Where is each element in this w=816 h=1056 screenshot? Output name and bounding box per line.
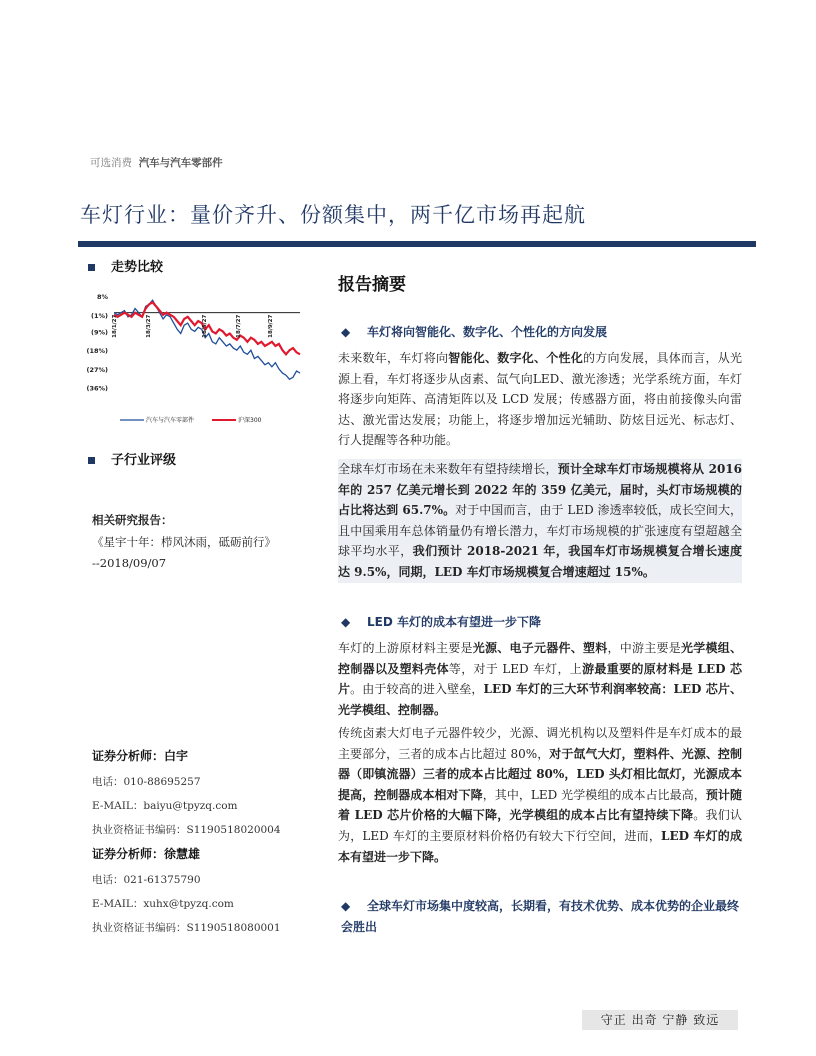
- text-span: ，其中，LED 光学模组的成本占比最高，: [482, 787, 706, 802]
- text-span: 全球车灯市场在未来数年有望持续增长，: [338, 462, 558, 476]
- series-line: [114, 300, 300, 379]
- analyst-phone: 电话：010-88695257: [92, 776, 201, 788]
- highlight-text: 车灯将向智能化、数字化、个性化的方向发展: [367, 325, 608, 339]
- legend-label: 沪深300: [238, 417, 262, 424]
- analyst-cert: 执业资格证书编码：S1190518020004: [92, 824, 281, 836]
- y-tick-label: (18%): [86, 347, 108, 356]
- bold-span: 我们预计 2018-2021 年，我国车灯市场规模复合增长速度达 9.5%，同期，LED 车灯市场规模复合增速超过 15%。: [338, 544, 742, 579]
- bold-span: 光学模组、控制器以及塑料壳体: [338, 641, 742, 676]
- trend-section-heading: [88, 256, 163, 275]
- analyst-2: [92, 845, 312, 935]
- highlight-text: LED 车灯的成本有望进一步下降: [367, 615, 541, 629]
- legend-label: 汽车与汽车零部件: [146, 417, 195, 424]
- analyst-phone: 电话：021-61375790: [92, 874, 201, 886]
- bold-span: LED 车灯的三大环节利润率较高：LED 芯片、光学模组、控制器。: [338, 682, 742, 717]
- y-tick-label: (36%): [86, 384, 108, 393]
- bold-span: 预计随着 LED 芯片价格的大幅下降，光学模组的成本占比有望持续下降: [338, 787, 742, 823]
- rating-section-heading: [88, 449, 176, 468]
- analyst-email[interactable]: E-MAIL：xuhx@tpyzq.com: [92, 898, 234, 910]
- text-span: 对于中国而言，由于 LED 渗透率较低，成长空间大，且中国乘用车总体销量仍有增长潜力，车灯市场规模的扩张速度有望超越全球平均水平，: [338, 503, 743, 559]
- highlight-text: 全球车灯市场集中度较高，长期看，有技术优势、成本优势的企业最终会胜出: [341, 899, 740, 934]
- y-tick-label: (9%): [91, 328, 108, 337]
- x-tick-label: 18/5/27: [202, 314, 208, 338]
- text-span: 等，对于 LED 车灯，上: [448, 661, 583, 676]
- x-tick-label: 18/9/27: [268, 314, 274, 338]
- analyst-name: 证券分析师：徐慧雄: [92, 847, 201, 861]
- bold-span: 游最重要的原材料是 LED 芯片: [338, 661, 742, 697]
- analyst-name: 证券分析师：白宇: [92, 749, 189, 763]
- report-category: [90, 155, 223, 170]
- bold-span: LED 车灯的成本有望进一步下降。: [338, 828, 742, 864]
- diamond-icon: ◆: [341, 325, 351, 339]
- bold-span: 智能化、数字化、个性化: [448, 351, 583, 365]
- related-report-date: --2018/09/07: [92, 556, 167, 570]
- y-tick-label: (1%): [91, 311, 108, 320]
- highlight-3: [341, 896, 746, 938]
- square-bullet-icon: [88, 264, 95, 271]
- paragraph-1: [338, 348, 742, 451]
- x-tick-label: 18/1/27: [112, 314, 118, 338]
- square-bullet-icon: [88, 457, 95, 464]
- text-span: 车灯的上游原材料主要是: [338, 641, 473, 655]
- text-span: 。我们认为，LED 车灯的主要原材料价格仍有较大下行空间，进而，: [338, 808, 742, 843]
- trend-chart: [86, 288, 308, 428]
- paragraph-3: [338, 638, 742, 720]
- bold-span: 对于氙气大灯，塑料件、光源、控制器（即镇流器）三者的成本占比超过 80%，LED 头灯相比氙灯，光源成本提高，控制器成本相对下降: [338, 746, 742, 802]
- summary-heading: 报告摘要: [338, 275, 406, 295]
- y-tick-label: (27%): [86, 365, 108, 374]
- related-reports: [92, 512, 276, 570]
- text-span: 。由于较高的进入壁垒，: [350, 682, 484, 697]
- x-tick-label: 18/3/27: [146, 314, 152, 338]
- category-label: 可选消费: [90, 157, 132, 169]
- analyst-cert: 执业资格证书编码：S1190518080001: [92, 922, 281, 934]
- x-tick-label: 18/7/27: [236, 314, 242, 338]
- text-span: 传统卤素大灯电子元器件较少，光源、调光机构以及塑料件是车灯成本的最主要部分，三者的成本占比超过 80%，: [338, 726, 742, 761]
- text-span: 未来数年，车灯将向: [338, 351, 449, 365]
- related-title: 相关研究报告：: [92, 513, 173, 527]
- report-title: 车灯行业：量价齐升、份额集中，两千亿市场再起航: [80, 203, 586, 227]
- bold-span: 预计全球车灯市场规模将从 2016 年的 257 亿美元增长到 2022 年的 359 亿美元，届时，头灯市场规模的占比将达到 65.7%。: [338, 462, 742, 518]
- rating-title: 子行业评级: [111, 453, 177, 468]
- footer-motto: 守正 出奇 宁静 致远: [582, 1010, 738, 1030]
- text-span: 的方向发展，具体而言，从光源上看，车灯将逐步从卤素、氙气向LED、激光渗透；光学系统方面，车灯将逐步向矩阵、高清矩阵以及 LCD 发展；传感器方面，将由前接像头向雷达、激光雷达发展；功能上，将逐步增加远光辅助、防炫目远光、标志灯、行人提醒等各种功能。: [338, 351, 742, 448]
- y-tick-label: 8%: [96, 293, 108, 301]
- analyst-email[interactable]: E-MAIL：baiyu@tpyzq.com: [92, 800, 238, 812]
- text-span: ，中游主要是: [607, 641, 681, 655]
- trend-title: 走势比较: [111, 260, 164, 275]
- diamond-icon: ◆: [341, 615, 351, 629]
- bold-span: 光源、电子元器件、塑料: [472, 641, 608, 655]
- paragraph-4: [338, 723, 742, 867]
- analyst-1: [92, 747, 312, 837]
- related-report-link[interactable]: 《星宇十年：栉风沐雨，砥砺前行》: [92, 535, 276, 549]
- highlight-2: [341, 613, 541, 630]
- diamond-icon: ◆: [341, 899, 351, 913]
- sector-label: 汽车与汽车零部件: [138, 157, 223, 169]
- title-divider: [78, 241, 756, 247]
- paragraph-2: [338, 459, 742, 583]
- highlight-1: [341, 323, 607, 340]
